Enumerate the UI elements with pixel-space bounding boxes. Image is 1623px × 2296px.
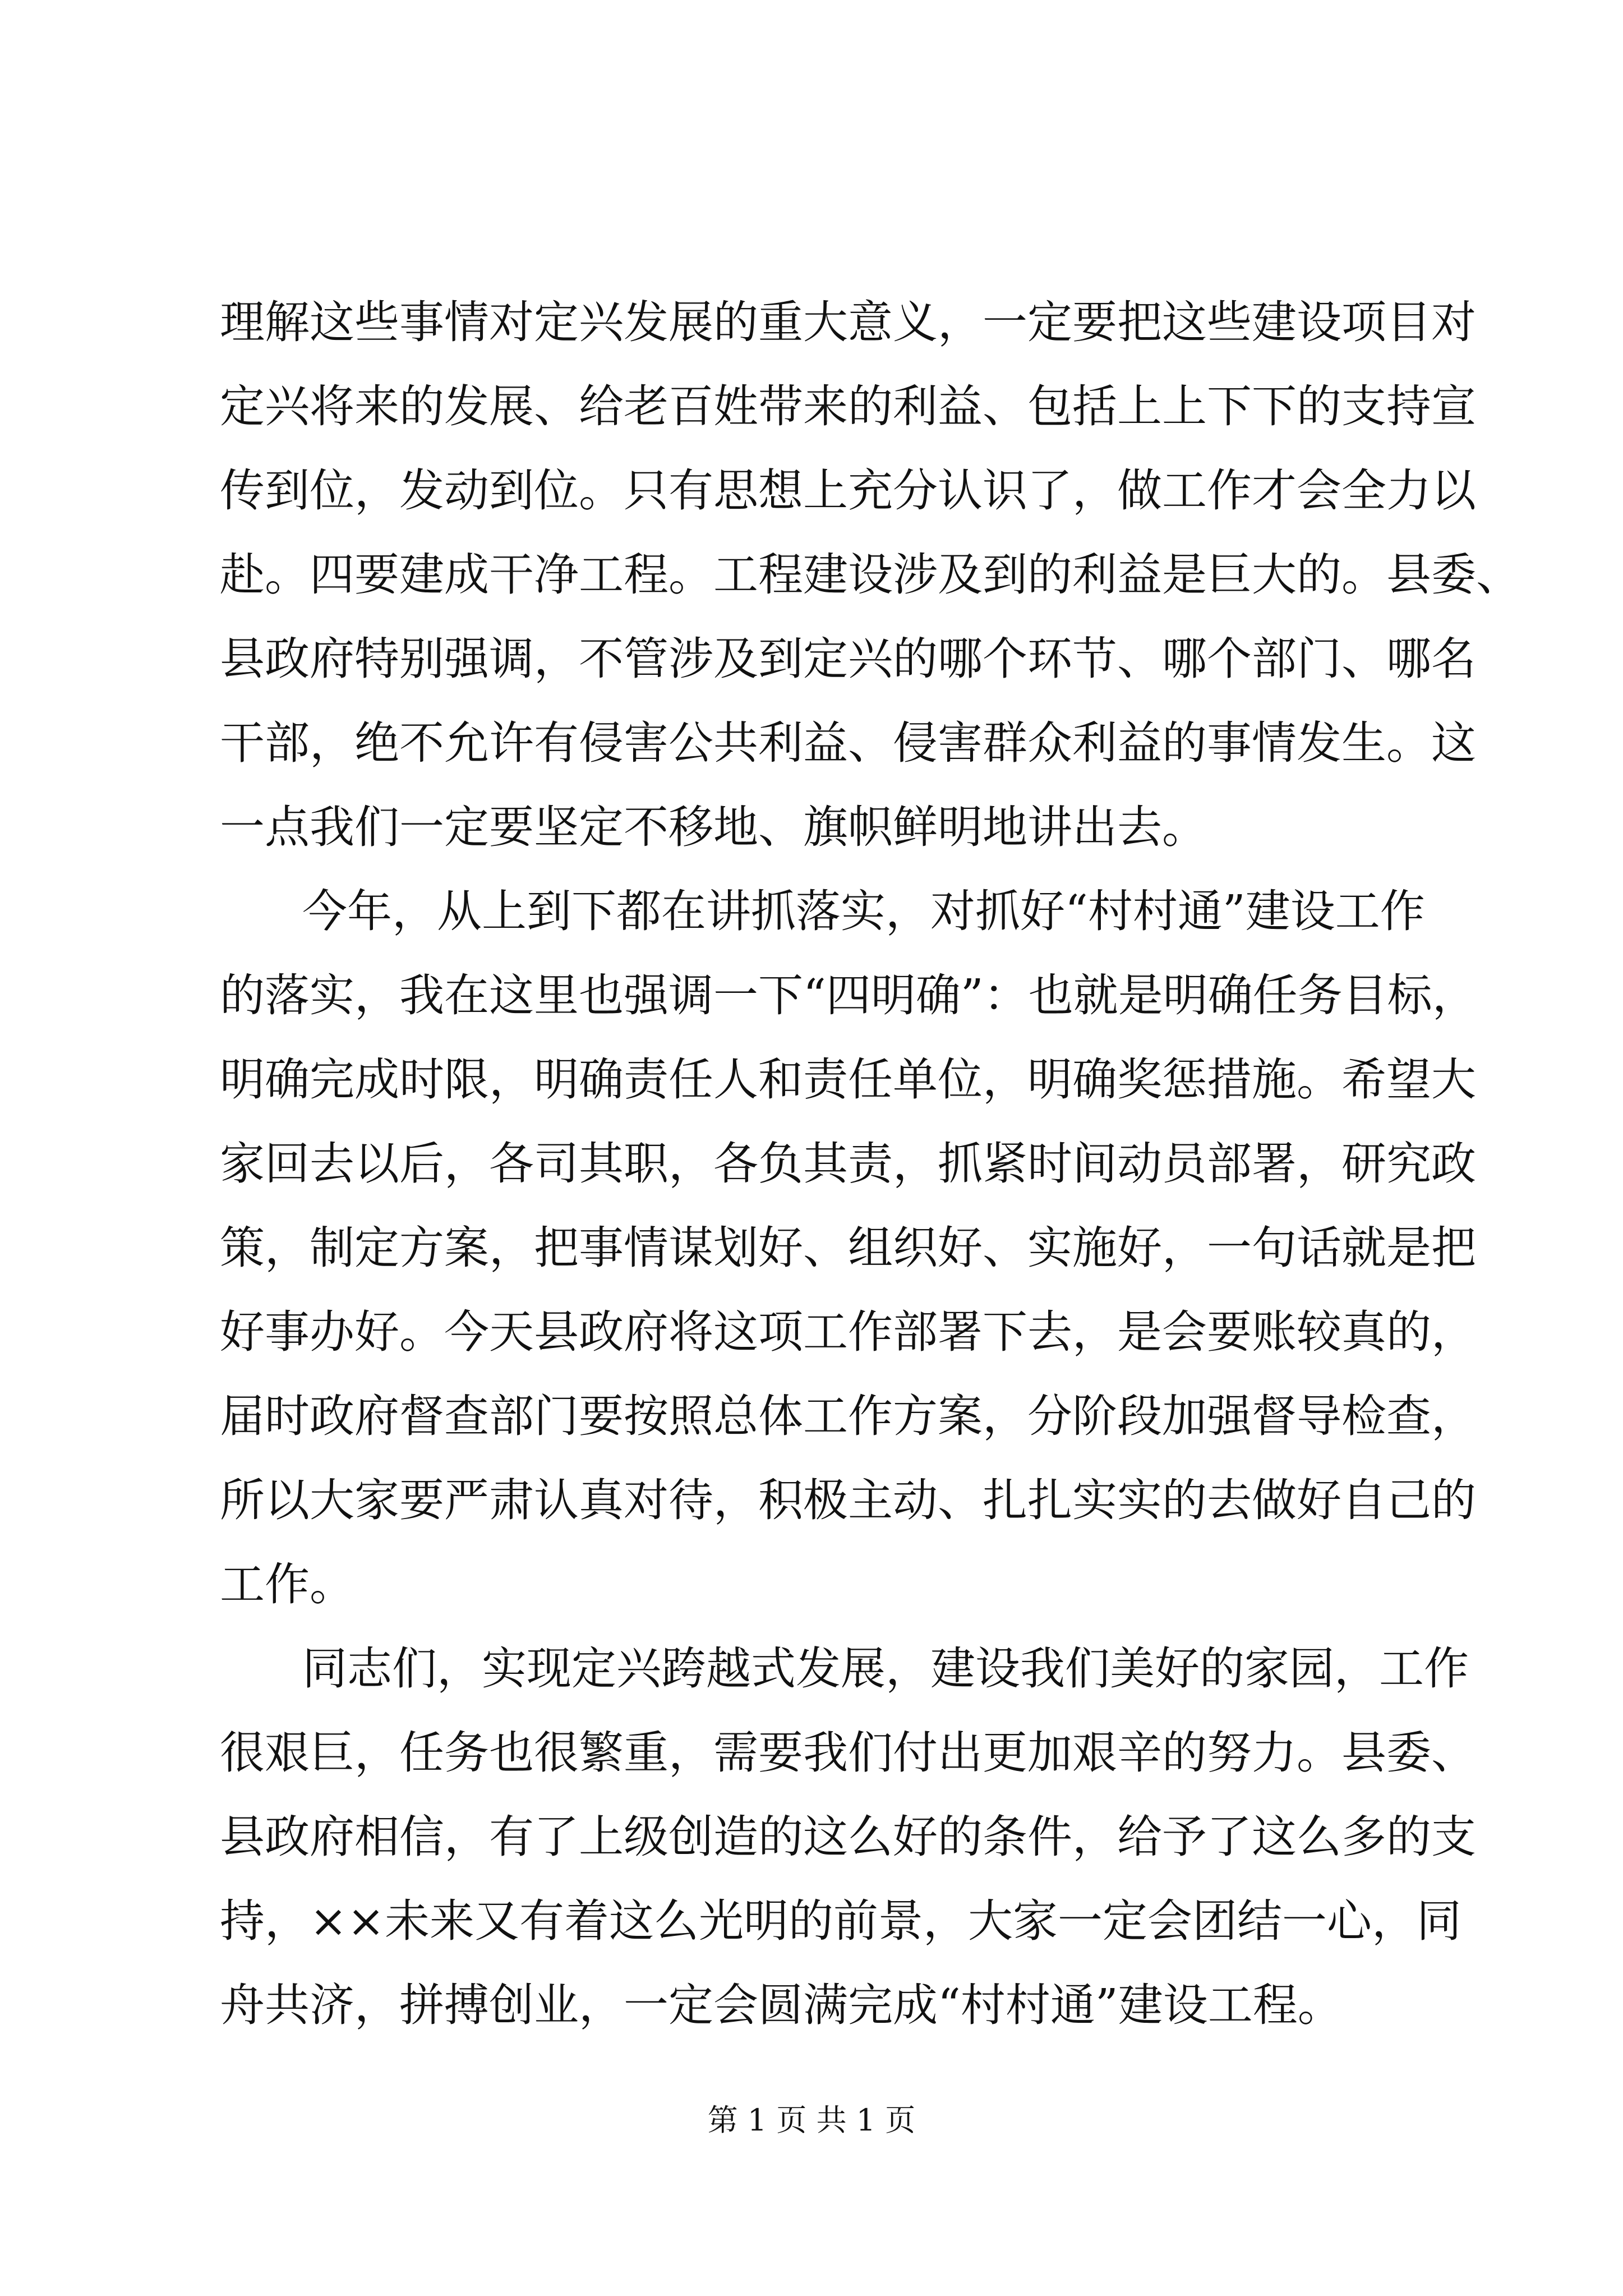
text-line: 的落实，我在这里也强调一下“四明确”：也就是明确任务目标， [220, 969, 1477, 1022]
body-text [220, 280, 1521, 2047]
text-line: 干部，绝不允许有侵害公共利益、侵害群众利益的事情发生。这 [220, 717, 1476, 769]
page-footer: 第 1 页 共 1 页 [707, 2102, 916, 2138]
paragraph-start-line: 同志们，实现定兴跨越式发展，建设我们美好的家园，工作 [302, 1642, 1469, 1695]
text-line: 县政府相信，有了上级创造的这么好的条件，给予了这么多的支 [220, 1811, 1476, 1863]
text-line: 家回去以后，各司其职，各负其责，抓紧时间动员部署，研究政 [220, 1138, 1476, 1190]
text-line: 一点我们一定要坚定不移地、旗帜鲜明地讲出去。 [220, 801, 1207, 853]
text-line: 策，制定方案，把事情谋划好、组织好、实施好，一句话就是把 [220, 1222, 1476, 1274]
text-line: 很艰巨，任务也很繁重，需要我们付出更加艰辛的努力。县委、 [220, 1727, 1476, 1779]
text-line: 明确完成时限，明确责任人和责任单位，明确奖惩措施。希望大 [220, 1053, 1476, 1106]
text-line: 传到位，发动到位。只有思想上充分认识了，做工作才会全力以 [220, 464, 1476, 517]
text-line: 县政府特别强调，不管涉及到定兴的哪个环节、哪个部门、哪名 [220, 633, 1476, 685]
text-line: 所以大家要严肃认真对待，积极主动、扎扎实实的去做好自己的 [220, 1474, 1476, 1526]
text-line: 定兴将来的发展、给老百姓带来的利益、包括上上下下的支持宣 [220, 380, 1476, 432]
paragraph-start-line: 今年，从上到下都在讲抓落实，对抓好“村村通”建设工作 [302, 885, 1425, 937]
text-line: 持，××未来又有着这么光明的前景，大家一定会团结一心，同 [220, 1895, 1462, 1947]
text-line: 舟共济，拼搏创业，一定会圆满完成“村村通”建设工程。 [220, 1979, 1343, 2031]
text-line: 好事办好。今天县政府将这项工作部署下去，是会要账较真的， [220, 1306, 1476, 1358]
text-line: 届时政府督查部门要按照总体工作方案，分阶段加强督导检查， [220, 1390, 1476, 1442]
text-line: 赴。四要建成干净工程。工程建设涉及到的利益是巨大的。县委、 [220, 549, 1521, 601]
text-line: 理解这些事情对定兴发展的重大意义，一定要把这些建设项目对 [220, 296, 1476, 348]
text-line: 工作。 [220, 1558, 354, 1611]
